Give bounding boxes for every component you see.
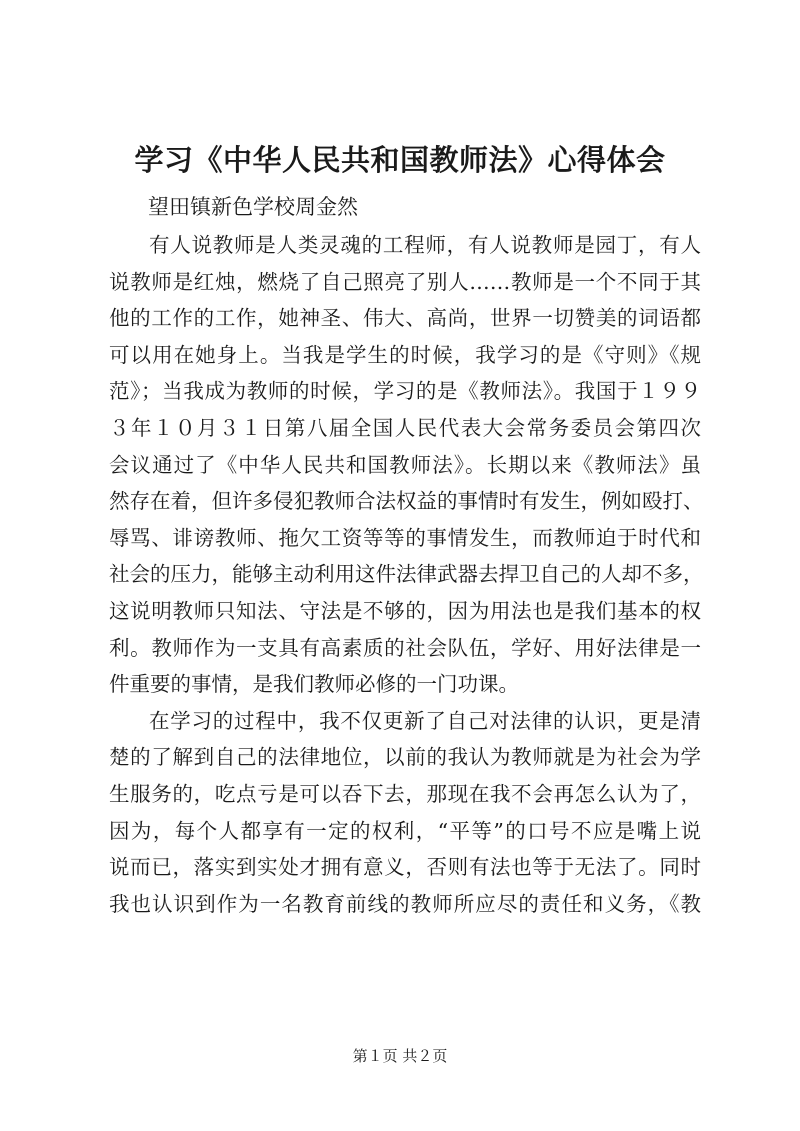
document-title: 学习《中华人民共和国教师法》心得体会 [134, 143, 666, 177]
page-footer: 第１页 共２页 [352, 1047, 448, 1065]
paragraph-line: 楚的了解到自己的法律地位，以前的我认为教师就是为社会为学 [109, 745, 701, 770]
paragraph-line: 这说明教师只知法、守法是不够的，因为用法也是我们基本的权 [109, 598, 701, 623]
paragraph-line: 件重要的事情，是我们教师必修的一门功课。 [109, 672, 519, 697]
paragraph-line: 然存在着，但许多侵犯教师合法权益的事情时有发生，例如殴打、 [109, 489, 704, 514]
paragraph-line: 会议通过了《中华人民共和国教师法》。长期以来《教师法》虽 [109, 452, 701, 477]
paragraph-line: 范》；当我成为教师的时候，学习的是《教师法》。我国于１９９ [109, 379, 701, 404]
paragraph-line: 他的工作的工作，她神圣、伟大、高尚，世界一切赞美的词语都 [109, 306, 701, 331]
document-body [109, 227, 704, 922]
paragraph-line: 我也认识到作为一名教育前线的教师所应尽的责任和义务，《教 [109, 891, 701, 916]
author-line: 望田镇新色学校周金然 [148, 195, 358, 219]
paragraph-line: 有人说教师是人类灵魂的工程师，有人说教师是园丁，有人 [149, 233, 701, 257]
paragraph-line: 社会的压力，能够主动利用这件法律武器去捍卫自己的人却不多， [109, 562, 704, 587]
paragraph-line: 生服务的，吃点亏是可以吞下去，那现在我不会再怎么认为了， [109, 781, 701, 806]
paragraph-line: ３年１０月３１日第八届全国人民代表大会常务委员会第四次 [109, 415, 701, 440]
paragraph-line: 说教师是红烛，燃烧了自己照亮了别人……教师是一个不同于其 [109, 269, 701, 294]
paragraph-line: 利。教师作为一支具有高素质的社会队伍，学好、用好法律是一 [109, 635, 701, 660]
paragraph-line: 因为，每个人都享有一定的权利，“平等”的口号不应是嘴上说 [109, 818, 701, 843]
paragraph-line: 在学习的过程中，我不仅更新了自己对法律的认识，更是清 [149, 708, 701, 733]
paragraph-line: 说而已，落实到实处才拥有意义，否则有法也等于无法了。同时 [109, 855, 701, 880]
paragraph-line: 辱骂、诽谤教师、拖欠工资等等的事情发生，而教师迫于时代和 [109, 525, 701, 550]
paragraph-line: 可以用在她身上。当我是学生的时候，我学习的是《守则》《规 [109, 342, 701, 367]
